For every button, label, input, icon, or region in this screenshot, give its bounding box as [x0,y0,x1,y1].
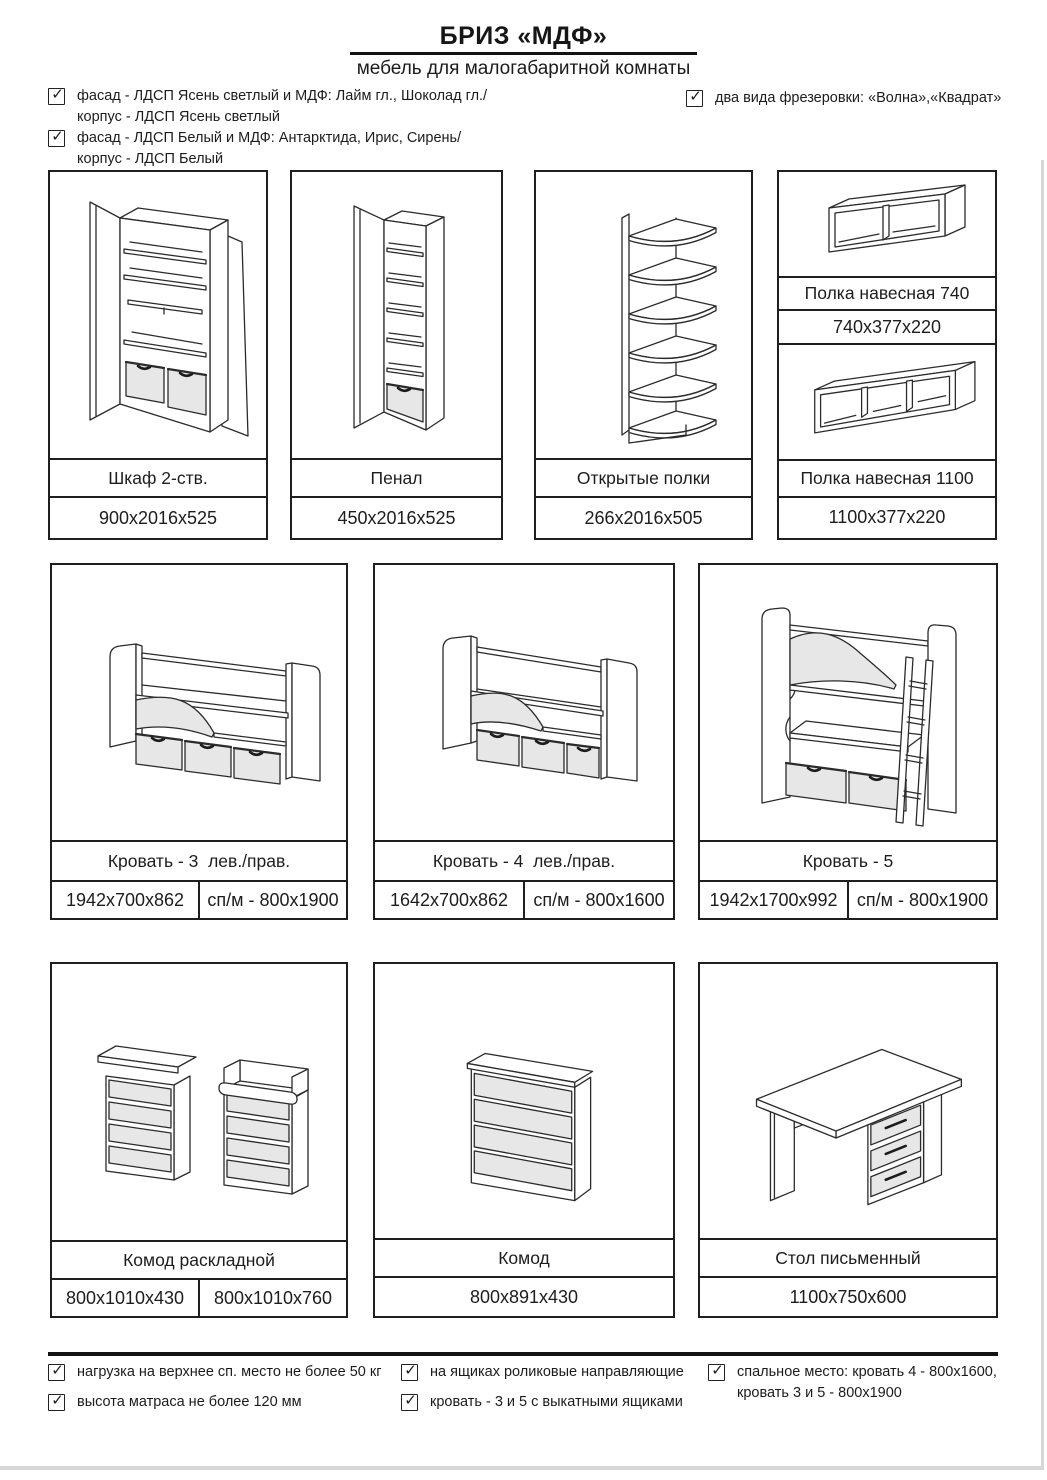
checkbox-checked-icon: ✓ [686,90,703,107]
feature-item-2 [48,128,668,170]
product-dims: 1642х700х862 [389,889,509,910]
footnote-line: кровать 3 и 5 - 800х1900 [737,1385,902,1401]
product-name: Комод [375,1238,673,1276]
feature-item-1 [48,86,668,128]
desk-drawing [700,964,996,1238]
product-dims: 800х891х430 [375,1276,673,1316]
open-shelves-drawing [536,172,751,458]
product-dims-row [700,880,996,918]
footnote-text: нагрузка на верхнее сп. место не более 50 кг [77,1364,382,1380]
product-card-bed3 [50,563,348,920]
footnote-text: кровать - 3 и 5 с выкатными ящиками [430,1394,683,1410]
feature-text [77,86,487,128]
footnote-line: спальное место: кровать 4 - 800х1600, [737,1364,997,1380]
footer-divider-line [48,1352,998,1356]
product-card-penal [290,170,503,540]
footnote-load [48,1362,393,1383]
feature-line: корпус - ЛДСП Ясень светлый [77,109,281,125]
checkbox-checked-icon: ✓ [401,1394,418,1411]
shelf740-drawing [779,172,995,276]
feature-line: корпус - ЛДСП Белый [77,151,224,167]
footnote-text: на ящиках роликовые направляющие [430,1364,684,1380]
product-card-open-shelves [534,170,753,540]
product-name: Кровать - 5 [700,840,996,880]
product-name: Открытые полки [536,458,751,496]
title-underline [350,52,697,55]
footnote-text: высота матраса не более 120 мм [77,1394,302,1410]
product-dims: 740х377х220 [779,309,995,343]
product-card-wall-shelves [777,170,997,540]
checkbox-checked-icon: ✓ [708,1364,725,1381]
bed5-drawing [700,565,996,840]
product-sleep-size: сп/м - 800х1600 [523,882,673,918]
penal-drawing [292,172,501,458]
feature-line: фасад - ЛДСП Ясень светлый и МДФ: Лайм гл., Шоколад гл./ [77,88,488,104]
feature-item-milling [686,88,1026,109]
feature-text [77,128,461,170]
page-title: БРИЗ «МДФ» [439,22,608,50]
product-card-wardrobe [48,170,268,540]
product-card-desk [698,962,998,1318]
product-card-bed4 [373,563,675,920]
product-name: Полка навесная 740 [779,276,995,309]
product-dims-row [52,880,346,918]
product-dims: 800х1010х760 [198,1280,346,1316]
product-name: Стол письменный [700,1238,996,1276]
product-name: Комод раскладной [52,1240,346,1278]
product-name: Полка навесная 1100 [779,459,995,496]
product-name: Пенал [292,458,501,496]
product-name: Шкаф 2-ств. [50,458,266,496]
checkbox-checked-icon: ✓ [48,88,65,105]
product-dims: 450х2016х525 [292,496,501,538]
footnote-sleep-sizes [708,1362,1028,1404]
komod-folding-drawing [52,964,346,1240]
komod-drawing [375,964,673,1238]
bed4-drawing [375,565,673,840]
checkbox-checked-icon: ✓ [48,1364,65,1381]
scan-edge-right [1041,160,1044,1470]
page-subtitle: мебель для малогабаритной комнаты [356,58,691,79]
product-dims: 1100х750х600 [700,1276,996,1316]
product-dims: 1942х1700х992 [709,889,838,910]
product-dims-row [375,880,673,918]
product-card-komod [373,962,675,1318]
footnote-mattress [48,1392,393,1413]
product-card-bed5 [698,563,998,920]
product-dims-row [52,1278,346,1316]
product-card-komod-folding [50,962,348,1318]
product-sleep-size: сп/м - 800х1900 [847,882,996,918]
product-name: Кровать - 3 лев./прав. [52,840,346,880]
footnote-rollers [401,1362,701,1383]
checkbox-checked-icon: ✓ [48,1394,65,1411]
checkbox-checked-icon: ✓ [401,1364,418,1381]
footnote-rollout [401,1392,701,1413]
bed3-drawing [52,565,346,840]
feature-line: фасад - ЛДСП Белый и МДФ: Антарктида, Ирис, Сирень/ [77,130,462,146]
product-dims: 1100х377х220 [779,496,995,538]
feature-line: два вида фрезеровки: «Волна»,«Квадрат» [715,90,1002,106]
product-dims: 1942х700х862 [65,889,185,910]
shelf1100-drawing [779,343,995,458]
footnote-text [737,1362,997,1404]
checkbox-checked-icon: ✓ [48,130,65,147]
wardrobe-drawing [50,172,266,458]
product-name: Кровать - 4 лев./прав. [375,840,673,880]
product-dims: 266х2016х505 [536,496,751,538]
product-sleep-size: сп/м - 800х1900 [198,882,346,918]
scan-edge-bottom [0,1466,1044,1470]
product-dims: 800х1010х430 [65,1287,185,1308]
product-dims: 900х2016х525 [50,496,266,538]
